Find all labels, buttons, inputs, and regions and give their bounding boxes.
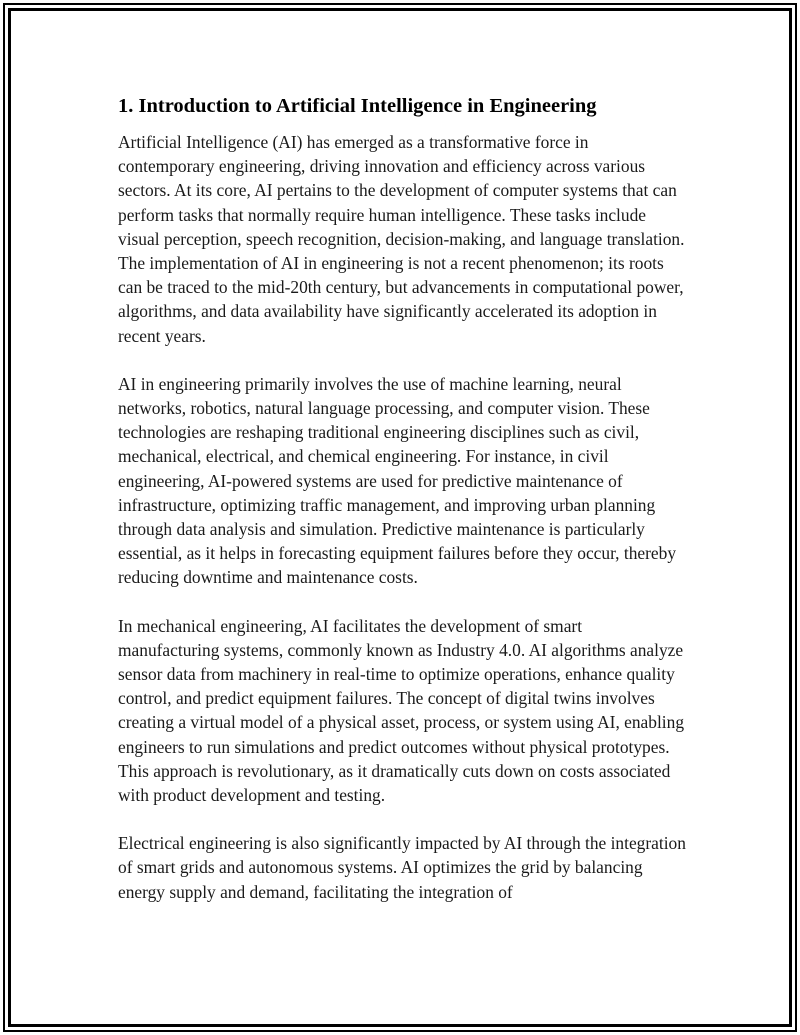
paragraph-mechanical-engineering: In mechanical engineering, AI facilitates the development of smart manufacturing systems, commonly known as Industry 4.0. AI algorithms analyze sensor data from machinery in real-time to optimize operations, enhance quality control, and predict equipment failures. The concept of digital twins involves creating a virtual model of a physical asset, process, or system using AI, enabling engineers to run simulations and predict outcomes without physical prototypes. This approach is revolutionary, as it dramatically cuts down on costs associated with product development and testing. [118, 615, 685, 806]
document-body [118, 92, 686, 928]
paragraph-intro: Artificial Intelligence (AI) has emerged as a transformative force in contemporary engineering, driving innovation and efficiency across various sectors. At its core, AI pertains to the development of computer systems that can perform tasks that normally require human intelligence. These tasks include visual perception, speech recognition, decision-making, and language translation. The implementation of AI in engineering is not a recent phenomenon; its roots can be traced to the mid-20th century, but advancements in computational power, algorithms, and data availability have significantly accelerated its adoption in recent years. [118, 132, 685, 346]
section-heading: 1. Introduction to Artificial Intelligence in Engineering [118, 95, 597, 117]
paragraph-electrical-engineering: Electrical engineering is also significantly impacted by AI through the integration of smart grids and autonomous systems. AI optimizes the grid by balancing energy supply and demand, facilitating the integration of [118, 833, 686, 902]
paragraph-ai-technologies: AI in engineering primarily involves the use of machine learning, neural networks, robotics, natural language processing, and computer vision. These technologies are reshaping traditional engineering disciplines such as civil, mechanical, electrical, and chemical engineering. For instance, in civil engineering, AI-powered systems are used for predictive maintenance of infrastructure, optimizing traffic management, and improving urban planning through data analysis and simulation. Predictive maintenance is particularly essential, as it helps in forecasting equipment failures before they occur, thereby reducing downtime and maintenance costs. [118, 373, 677, 588]
